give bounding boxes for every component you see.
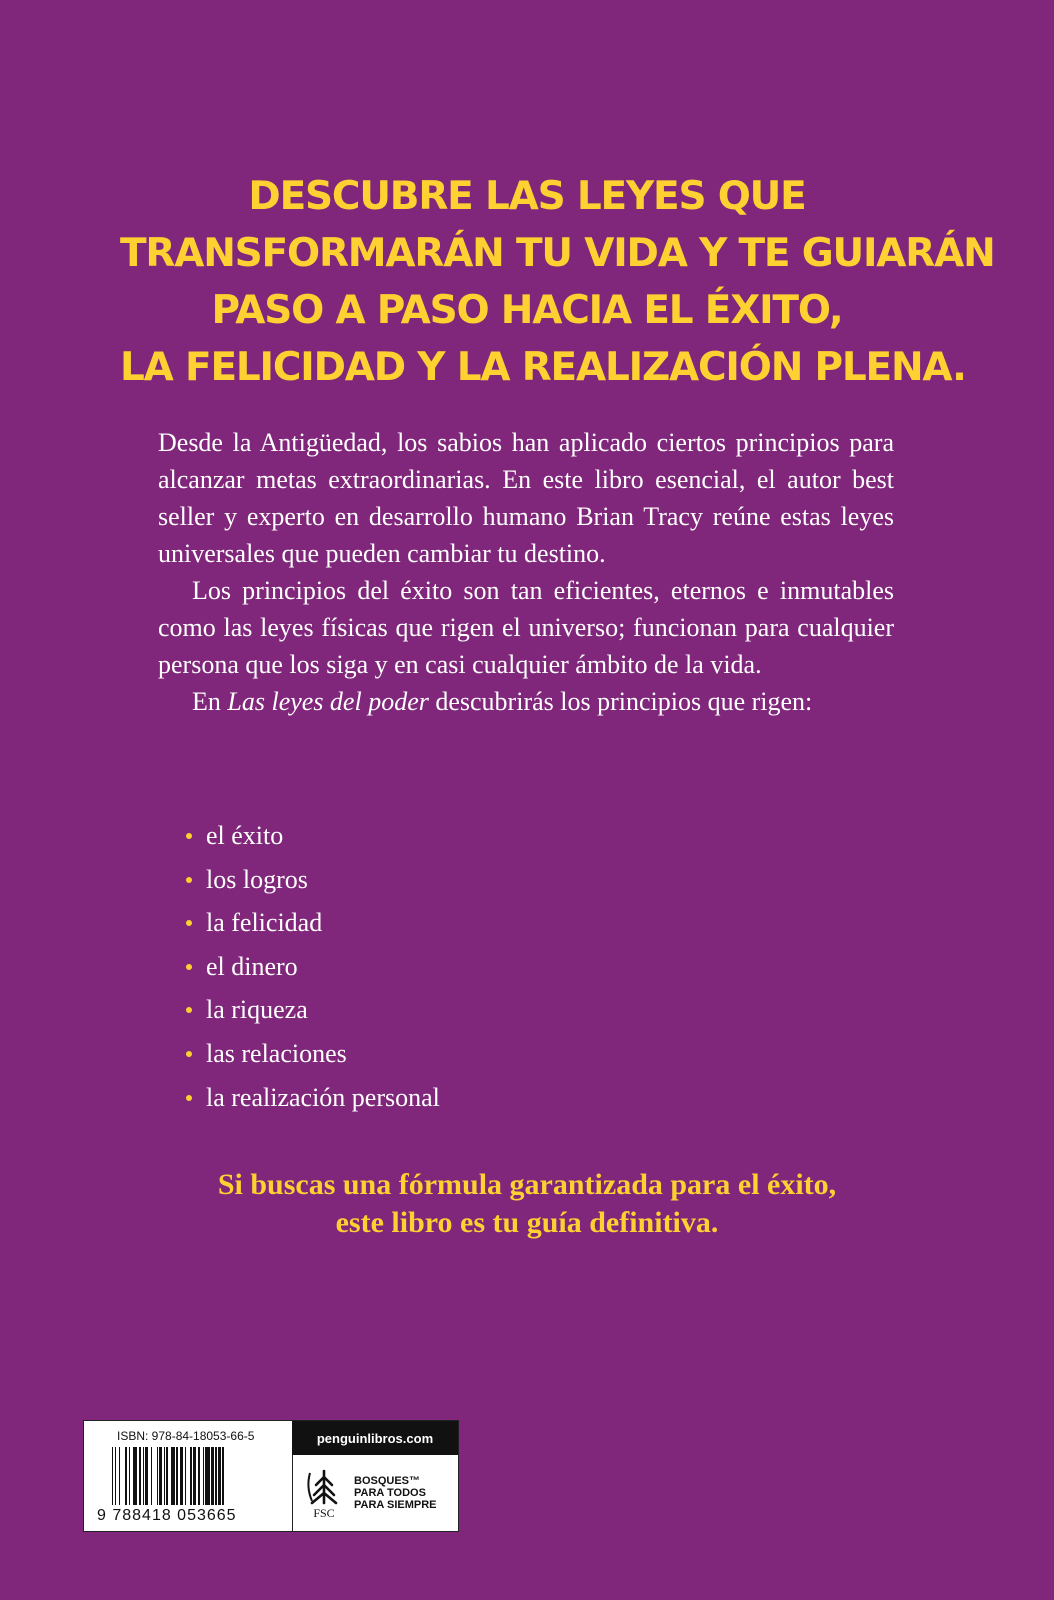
bullet-icon [186,1007,192,1013]
fsc-tagline [354,1475,437,1511]
bullet-icon [186,1095,192,1101]
publisher-website: penguinlibros.com [292,1421,458,1455]
list-item [186,988,440,1032]
blurb-text: descubrirás los principios que rigen: [435,687,813,716]
fsc-tagline-line: BOSQUES™ [354,1475,421,1487]
bullet-icon [186,964,192,970]
list-item-label: la realización personal [206,1082,440,1112]
fsc-tagline-line: PARA SIEMPRE [354,1499,437,1511]
list-item-label: el éxito [206,821,284,850]
list-item-label: la riqueza [206,995,308,1025]
ean-digits: 9 788418 053665 [97,1507,237,1524]
closing-line: este libro es tu guía definitiva. [335,1206,719,1239]
closing-statement [120,1166,934,1242]
headline-line: TRANSFORMARÁN TU VIDA Y TE GUIARÁN [120,231,995,276]
blurb [158,424,894,720]
isbn-label: ISBN: 978-84-18053-66-5 [117,1429,255,1443]
list-item [186,858,440,902]
headline [120,168,995,396]
headline-line: LA FELICIDAD Y LA REALIZACIÓN PLENA. [120,345,966,390]
bullet-icon [186,920,192,926]
bullet-icon [186,833,192,839]
bullet-icon [186,877,192,883]
list-item-label: los logros [206,864,308,894]
bullet-icon [186,1051,192,1057]
fsc-tagline-line: PARA TODOS [354,1487,426,1499]
blurb-text: En [192,687,221,716]
list-item [186,901,440,945]
list-item-label: la felicidad [206,908,323,938]
list-item [186,814,440,858]
fsc-logo-text: FSC [313,1506,335,1519]
barcode-panel [83,1420,459,1532]
list-item [186,1076,440,1120]
closing-line: Si buscas una fórmula garantizada para el éxito, [217,1168,837,1201]
blurb-paragraph [158,683,894,720]
blurb-paragraph: Los principios del éxito son tan eficientes, eternos e inmutables como las leyes físicas que rigen el universo; funcionan para cualquier persona que los siga y en casi cualquier ámbito de la vida. [158,576,894,679]
benefits-list [186,814,440,1119]
fsc-block [292,1455,458,1531]
headline-line: DESCUBRE LAS LEYES QUE [248,174,806,219]
list-item [186,1032,440,1076]
blurb-paragraph: Desde la Antigüedad, los sabios han aplicado ciertos principios para alcanzar metas extraordinarias. En este libro esencial, el autor best seller y experto en desarrollo humano Brian Tracy reúne estas leyes universales que pueden cambiar tu destino. [158,428,894,568]
headline-line: PASO A PASO HACIA EL ÉXITO, [211,288,843,333]
list-item-label: el dinero [206,951,298,981]
list-item [186,945,440,989]
fsc-tree-logo-icon [304,1467,344,1519]
barcode-icon [112,1447,266,1505]
book-title: Las leyes del poder [227,687,429,716]
list-item-label: las relaciones [206,1038,347,1068]
isbn-block [84,1421,293,1531]
